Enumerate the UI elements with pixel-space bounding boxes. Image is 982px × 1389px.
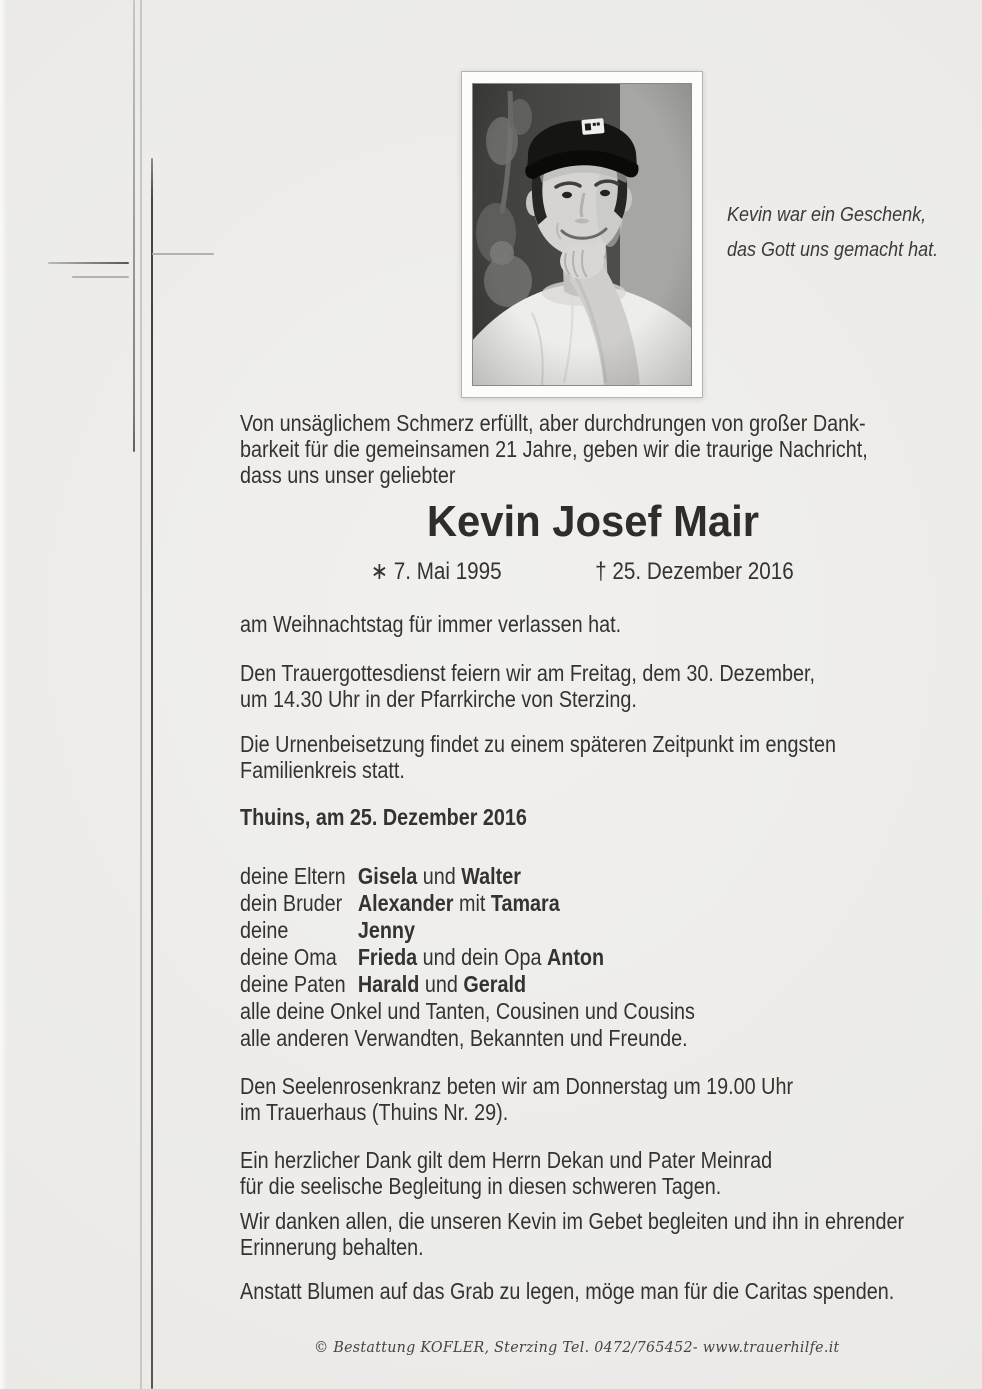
farewell-text: am Weihnachtstag für immer verlassen hat. bbox=[240, 611, 622, 637]
intro-line: Von unsäglichem Schmerz erfüllt, aber durchdrungen von großer Dank- bbox=[240, 410, 866, 436]
remembrance-paragraph bbox=[240, 1208, 945, 1260]
cross-vertical-line-light bbox=[140, 0, 142, 1389]
cross-left-arm-light bbox=[72, 276, 129, 278]
mourner-names bbox=[358, 944, 945, 971]
mourner-row bbox=[240, 971, 945, 998]
mourner-label: dein Bruder bbox=[240, 890, 343, 916]
mourners-extra-line: alle anderen Verwandten, Bekannten und Freunde. bbox=[240, 1025, 688, 1051]
mourner-names bbox=[358, 917, 945, 944]
urn-line: Die Urnenbeisetzung findet zu einem späteren Zeitpunkt im engsten bbox=[240, 731, 836, 757]
mourners-list bbox=[240, 863, 945, 1052]
cross-left-arm-dark bbox=[48, 262, 129, 264]
mourner-name: Gisela bbox=[357, 863, 418, 889]
mourner-label: deine Oma bbox=[240, 944, 337, 970]
cross-right-arm-dark bbox=[153, 262, 238, 264]
mourner-row bbox=[240, 917, 945, 944]
cross-right-arm-light bbox=[152, 253, 214, 255]
rosary-line: Den Seelenrosenkranz beten wir am Donnerstag um 19.00 Uhr bbox=[240, 1073, 794, 1099]
service-line: um 14.30 Uhr in der Pfarrkirche von Sterzing. bbox=[240, 686, 637, 712]
mourner-name: Harald bbox=[357, 971, 420, 997]
death-date: † 25. Dezember 2016 bbox=[595, 558, 794, 585]
urn-line: Familienkreis statt. bbox=[240, 757, 405, 783]
deceased-name: Kevin Josef Mair bbox=[426, 497, 760, 546]
cross-vertical-line-short bbox=[133, 0, 135, 452]
mourner-connector: und bbox=[419, 971, 464, 997]
rosary-line: im Trauerhaus (Thuins Nr. 29). bbox=[240, 1099, 509, 1125]
mourner-row bbox=[240, 890, 945, 917]
donation-text: Anstatt Blumen auf das Grab zu legen, möge man für die Caritas spenden. bbox=[240, 1278, 895, 1304]
mourner-connector: und bbox=[417, 863, 462, 889]
donation-line bbox=[240, 1278, 945, 1304]
remembrance-line: Wir danken allen, die unseren Kevin im Gebet begleiten und ihn in ehrender bbox=[240, 1208, 905, 1234]
cross-vertical-line-dark bbox=[151, 158, 153, 1389]
service-paragraph bbox=[240, 660, 945, 712]
mourner-label: deine bbox=[240, 917, 289, 943]
mourners-extra-line: alle deine Onkel und Tanten, Cousinen und Cousins bbox=[240, 998, 695, 1024]
mourner-connector: mit bbox=[453, 890, 491, 916]
mourner-name: Gerald bbox=[463, 971, 527, 997]
mourner-connector: und dein Opa bbox=[417, 944, 547, 970]
portrait-frame bbox=[461, 71, 703, 398]
mourner-label: deine Eltern bbox=[240, 863, 346, 889]
intro-paragraph bbox=[240, 410, 945, 488]
mourner-names bbox=[358, 890, 945, 917]
place-date-text: Thuins, am 25. Dezember 2016 bbox=[240, 804, 527, 830]
thanks-paragraph bbox=[240, 1147, 945, 1199]
life-dates bbox=[240, 559, 945, 586]
mourner-name: Jenny bbox=[357, 917, 415, 943]
rosary-paragraph bbox=[240, 1073, 945, 1125]
mourner-name: Walter bbox=[461, 863, 521, 889]
thanks-line: für die seelische Begleitung in diesen schweren Tagen. bbox=[240, 1173, 722, 1199]
thanks-line: Ein herzlicher Dank gilt dem Herrn Dekan und Pater Meinrad bbox=[240, 1147, 773, 1173]
portrait-photo bbox=[472, 83, 692, 386]
intro-line: dass uns unser geliebter bbox=[240, 462, 456, 488]
remembrance-line: Erinnerung behalten. bbox=[240, 1234, 424, 1260]
mourner-label: deine Paten bbox=[240, 971, 346, 997]
mourner-name: Anton bbox=[546, 944, 605, 970]
quote-line: Kevin war ein Geschenk, bbox=[727, 204, 927, 226]
mourner-name: Alexander bbox=[357, 890, 454, 916]
memorial-quote bbox=[727, 198, 979, 268]
service-line: Den Trauergottesdienst feiern wir am Freitag, dem 30. Dezember, bbox=[240, 660, 815, 686]
intro-line: barkeit für die gemeinsamen 21 Jahre, geben wir die traurige Nachricht, bbox=[240, 436, 868, 462]
mourner-names bbox=[358, 863, 945, 890]
mourner-row bbox=[240, 944, 945, 971]
mourner-name: Tamara bbox=[490, 890, 560, 916]
place-date-line bbox=[240, 804, 945, 830]
birth-date: ∗ 7. Mai 1995 bbox=[370, 558, 502, 585]
funeral-home-credit: © Bestattung KOFLER, Sterzing Tel. 0472/765452- www.trauerhilfe.it bbox=[313, 1338, 840, 1356]
mourner-row bbox=[240, 863, 945, 890]
mourner-name: Frieda bbox=[357, 944, 418, 970]
mourner-names bbox=[358, 971, 945, 998]
quote-line: das Gott uns gemacht hat. bbox=[727, 239, 939, 261]
farewell-line bbox=[240, 611, 945, 637]
urn-paragraph bbox=[240, 731, 945, 783]
